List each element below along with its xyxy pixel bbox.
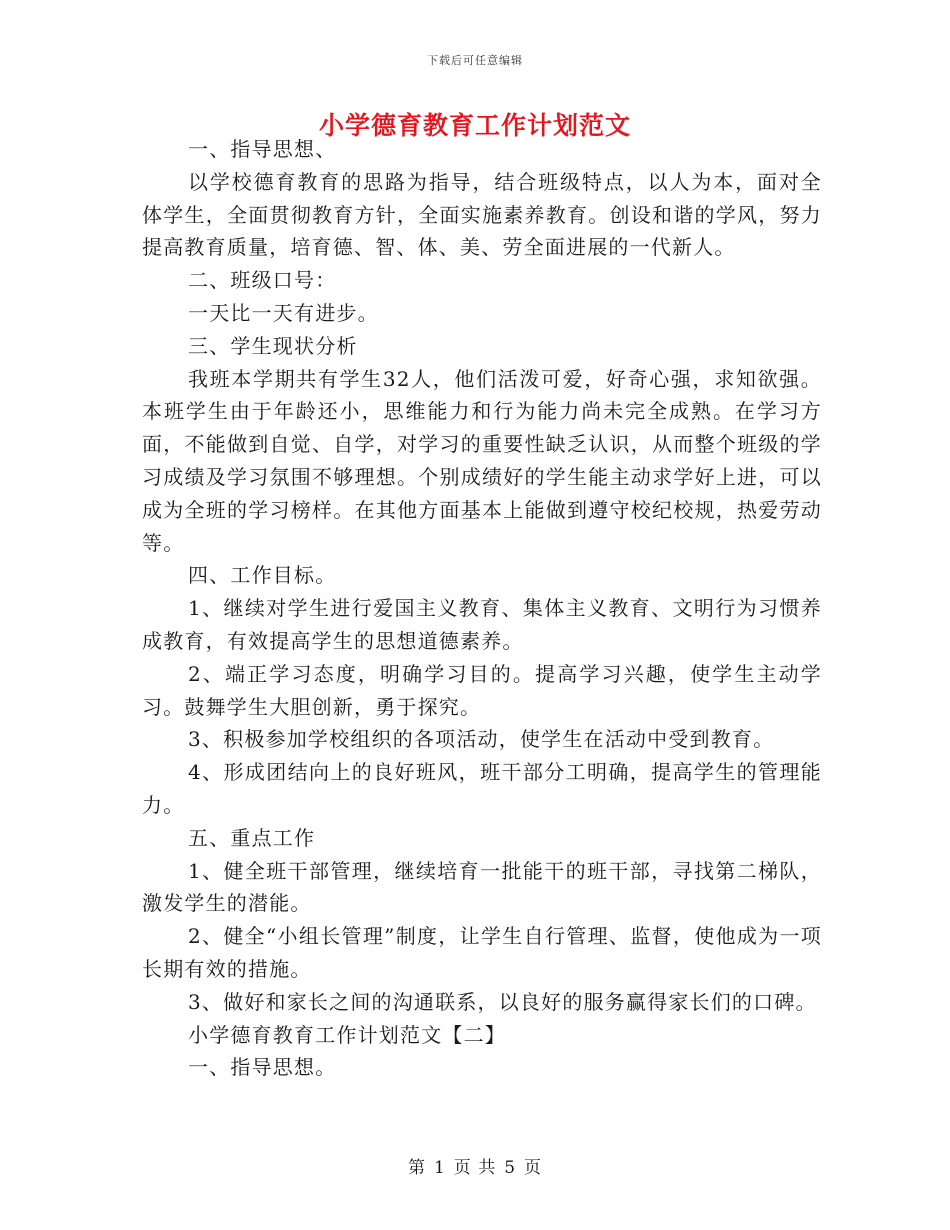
paragraph: 2、端正学习态度，明确学习目的。提高学习兴趣，使学生主动学习。鼓舞学生大胆创新，勇于探究。 bbox=[142, 661, 822, 719]
footer-prefix: 第 bbox=[407, 1158, 426, 1178]
paragraph: 3、积极参加学校组织的各项活动，使学生在活动中受到教育。 bbox=[188, 727, 775, 752]
paragraph: 1、继续对学生进行爱国主义教育、集体主义教育、文明行为习惯养成教育，有效提高学生的思想道德素养。 bbox=[142, 596, 822, 653]
paragraph: 3、做好和家长之间的沟通联系，以良好的服务赢得家长们的口碑。 bbox=[188, 989, 817, 1014]
paragraph: 一、指导思想、 bbox=[188, 137, 337, 161]
paragraph: 五、重点工作 bbox=[188, 825, 316, 850]
footer-total-pages: 5 bbox=[504, 1158, 517, 1178]
document-title: 小学德育教育工作计划范文 bbox=[318, 111, 631, 140]
paragraph: 以学校德育教育的思路为指导，结合班级特点，以人为本，面对全体学生，全面贯彻教育方针，全面实施素养教育。创设和谐的学风，努力提高教育质量，培育德、智、体、美、劳全面进展的一代新人。 bbox=[142, 169, 822, 260]
paragraph: 4、形成团结向上的良好班风，班干部分工明确，提高学生的管理能力。 bbox=[142, 760, 822, 817]
paragraph: 一天比一天有进步。 bbox=[188, 300, 379, 325]
paragraph: 一、指导思想。 bbox=[188, 1055, 337, 1080]
footer-middle: 页 共 bbox=[453, 1158, 497, 1178]
paragraph: 三、学生现状分析 bbox=[188, 333, 358, 358]
paragraph: 我班本学期共有学生32人，他们活泼可爱，好奇心强，求知欲强。本班学生由于年龄还小，思维能力和行为能力尚未完全成熟。在学习方面，不能做到自觉、自学，对学习的重要性缺乏认识，从而整个班级的学习成绩及学习氛围不够理想。个别成绩好的学生能主动求学好上进，可以成为全班的学习榜样。在其他方面基本上能做到遵守校纪校规，热爱劳动等。 bbox=[142, 366, 822, 555]
document-body bbox=[142, 133, 822, 1084]
paragraph: 小学德育教育工作计划范文【二】 bbox=[188, 1022, 506, 1047]
paragraph: 二、班级口号： bbox=[188, 268, 337, 293]
paragraph: 2、健全“小组长管理”制度，让学生自行管理、监督，使他成为一项长期有效的措施。 bbox=[142, 924, 822, 981]
page-footer bbox=[0, 1153, 950, 1178]
paragraph: 1、健全班干部管理，继续培育一批能干的班干部，寻找第二梯队，激发学生的潜能。 bbox=[142, 858, 822, 916]
page-header-note: 下载后可任意编辑 bbox=[427, 54, 523, 67]
footer-page-number: 1 bbox=[433, 1158, 446, 1178]
paragraph: 四、工作目标。 bbox=[188, 563, 337, 588]
footer-suffix: 页 bbox=[524, 1158, 543, 1178]
